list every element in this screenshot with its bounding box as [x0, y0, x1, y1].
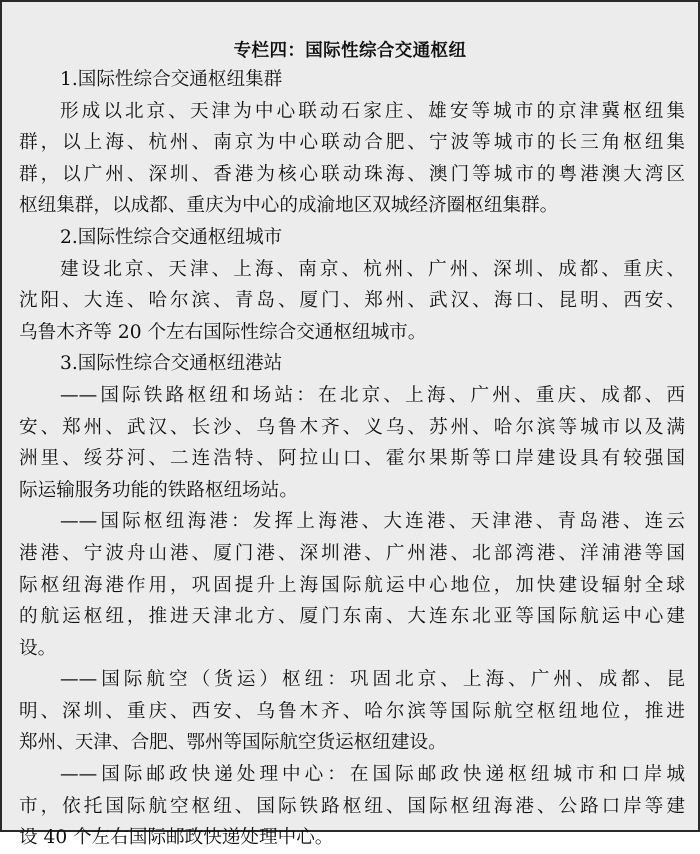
text-line: 设 40 个左右国际邮政快递处理中心。 — [19, 827, 334, 849]
section-heading: 3.国际性综合交通枢纽港站 — [60, 353, 283, 375]
section-heading: 2.国际性综合交通枢纽城市 — [60, 226, 283, 248]
box-body — [19, 64, 685, 854]
text-line: ——国际铁路枢纽和场站：在北京、上海、广州、重庆、成都、西 — [60, 384, 685, 406]
text-line: 建设北京、天津、上海、南京、杭州、广州、深圳、成都、重庆、 — [60, 258, 685, 280]
section-heading: 1.国际性综合交通枢纽集群 — [60, 69, 283, 90]
text-line: ——国际邮政快递处理中心：在国际邮政快递枢纽城市和口岸城 — [60, 764, 685, 786]
text-line: 际枢纽海港作用，巩固提升上海国际航运中心地位，加快建设辐射全球 — [19, 574, 685, 596]
text-line: ——国际航空（货运）枢纽：巩固北京、上海、广州、成都、昆 — [60, 669, 685, 691]
text-line: 安、郑州、武汉、长沙、乌鲁木齐、义乌、苏州、哈尔滨等城市以及满 — [19, 416, 685, 438]
text-line: 郑州、天津、合肥、鄂州等国际航空货运枢纽建设。 — [19, 732, 447, 754]
text-line: 明、深圳、重庆、西安、乌鲁木齐、哈尔滨等国际航空枢纽地位，推进 — [19, 700, 685, 722]
text-line: 乌鲁木齐等 20 个左右国际性综合交通枢纽城市。 — [19, 321, 427, 343]
text-line: 际运输服务功能的铁路枢纽场站。 — [19, 479, 298, 501]
box-title: 专栏四：国际性综合交通枢纽 — [233, 41, 467, 61]
text-line: ——国际枢纽海港：发挥上海港、大连港、天津港、青岛港、连云 — [60, 511, 685, 533]
text-line: 群，以广州、深圳、香港为核心联动珠海、澳门等城市的粤港澳大湾区 — [19, 163, 685, 185]
text-line: 形成以北京、天津为中心联动石家庄、雄安等城市的京津冀枢纽集 — [60, 100, 685, 122]
text-line: 洲里、绥芬河、二连浩特、阿拉山口、霍尔果斯等口岸建设具有较强国 — [19, 448, 685, 470]
text-line: 港港、宁波舟山港、厦门港、深圳港、广州港、北部湾港、洋浦港等国 — [19, 542, 685, 564]
text-line: 沈阳、大连、哈尔滨、青岛、厦门、郑州、武汉、海口、昆明、西安、 — [19, 290, 685, 312]
text-line: 市，依托国际航空枢纽、国际铁路枢纽、国际枢纽海港、公路口岸等建 — [19, 795, 685, 817]
text-line: 群，以上海、杭州、南京为中心联动合肥、宁波等城市的长三角枢纽集 — [19, 132, 685, 154]
text-line: 的航运枢纽，推进天津北方、厦门东南、大连东北亚等国际航运中心建 — [19, 606, 685, 628]
text-line: 枢纽集群，以成都、重庆为中心的成渝地区双城经济圈枢纽集群。 — [19, 195, 559, 217]
text-line: 设。 — [19, 637, 57, 659]
